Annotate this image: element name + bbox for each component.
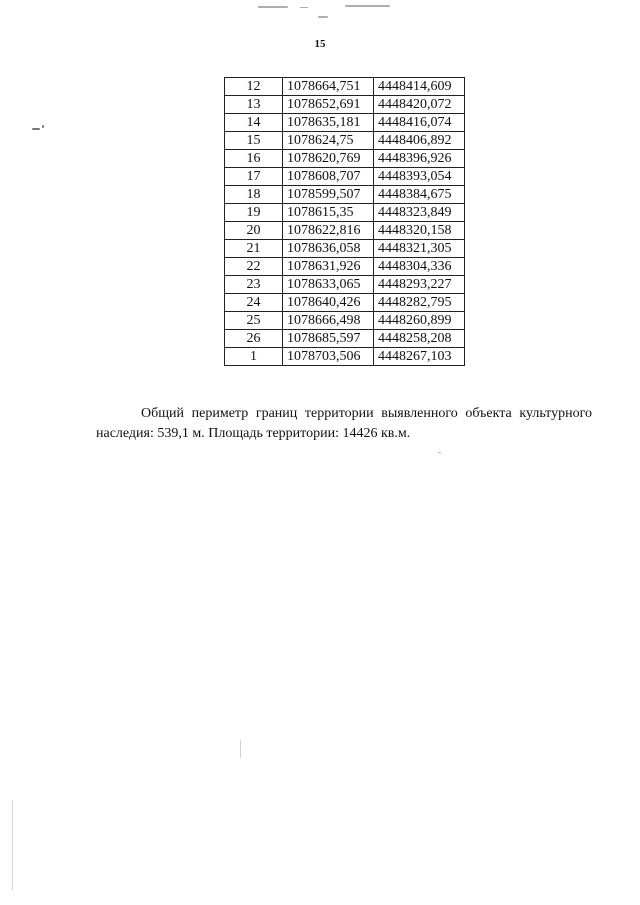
x-coordinate-cell: 1078615,35 <box>283 204 374 222</box>
x-coordinate-cell: 1078608,707 <box>283 168 374 186</box>
scan-artifact <box>240 740 241 758</box>
point-number-cell: 15 <box>225 132 283 150</box>
scan-artifact <box>438 452 441 453</box>
y-coordinate-cell: 4448258,208 <box>374 330 465 348</box>
perimeter-area-summary: Общий периметр границ территории выявленного объекта культурного наследия: 539,1 м. Площадь территории: 14426 кв.м. <box>96 406 592 441</box>
x-coordinate-cell: 1078640,426 <box>283 294 374 312</box>
scan-artifact <box>32 128 40 130</box>
point-number-cell: 20 <box>225 222 283 240</box>
point-number-cell: 18 <box>225 186 283 204</box>
x-coordinate-cell: 1078703,506 <box>283 348 374 366</box>
page-number: 15 <box>314 38 326 50</box>
table-row <box>225 330 465 348</box>
y-coordinate-cell: 4448406,892 <box>374 132 465 150</box>
y-coordinate-cell: 4448304,336 <box>374 258 465 276</box>
x-coordinate-cell: 1078633,065 <box>283 276 374 294</box>
scan-artifact <box>345 5 390 7</box>
point-number-cell: 21 <box>225 240 283 258</box>
scan-artifact <box>300 7 308 8</box>
x-coordinate-cell: 1078624,75 <box>283 132 374 150</box>
point-number-cell: 25 <box>225 312 283 330</box>
point-number-cell: 22 <box>225 258 283 276</box>
y-coordinate-cell: 4448396,926 <box>374 150 465 168</box>
x-coordinate-cell: 1078620,769 <box>283 150 374 168</box>
scan-artifact <box>12 800 13 890</box>
table-row <box>225 186 465 204</box>
table-row <box>225 96 465 114</box>
y-coordinate-cell: 4448393,054 <box>374 168 465 186</box>
point-number-cell: 23 <box>225 276 283 294</box>
point-number-cell: 1 <box>225 348 283 366</box>
point-number-cell: 12 <box>225 78 283 96</box>
x-coordinate-cell: 1078652,691 <box>283 96 374 114</box>
scan-artifact <box>318 16 328 18</box>
y-coordinate-cell: 4448414,609 <box>374 78 465 96</box>
y-coordinate-cell: 4448260,899 <box>374 312 465 330</box>
x-coordinate-cell: 1078635,181 <box>283 114 374 132</box>
y-coordinate-cell: 4448267,103 <box>374 348 465 366</box>
x-coordinate-cell: 1078631,926 <box>283 258 374 276</box>
x-coordinate-cell: 1078599,507 <box>283 186 374 204</box>
x-coordinate-cell: 1078622,816 <box>283 222 374 240</box>
x-coordinate-cell: 1078685,597 <box>283 330 374 348</box>
coordinates-table-body <box>225 78 465 366</box>
y-coordinate-cell: 4448282,795 <box>374 294 465 312</box>
point-number-cell: 14 <box>225 114 283 132</box>
x-coordinate-cell: 1078636,058 <box>283 240 374 258</box>
table-row <box>225 204 465 222</box>
table-row <box>225 132 465 150</box>
point-number-cell: 26 <box>225 330 283 348</box>
x-coordinate-cell: 1078666,498 <box>283 312 374 330</box>
point-number-cell: 16 <box>225 150 283 168</box>
coordinates-table <box>224 77 465 366</box>
y-coordinate-cell: 4448321,305 <box>374 240 465 258</box>
y-coordinate-cell: 4448384,675 <box>374 186 465 204</box>
point-number-cell: 13 <box>225 96 283 114</box>
table-row <box>225 168 465 186</box>
table-row <box>225 312 465 330</box>
table-row <box>225 276 465 294</box>
y-coordinate-cell: 4448416,074 <box>374 114 465 132</box>
scan-artifact <box>258 6 288 8</box>
y-coordinate-cell: 4448293,227 <box>374 276 465 294</box>
table-row <box>225 258 465 276</box>
x-coordinate-cell: 1078664,751 <box>283 78 374 96</box>
table-row <box>225 78 465 96</box>
y-coordinate-cell: 4448323,849 <box>374 204 465 222</box>
table-row <box>225 150 465 168</box>
point-number-cell: 19 <box>225 204 283 222</box>
y-coordinate-cell: 4448420,072 <box>374 96 465 114</box>
point-number-cell: 24 <box>225 294 283 312</box>
table-row <box>225 114 465 132</box>
point-number-cell: 17 <box>225 168 283 186</box>
y-coordinate-cell: 4448320,158 <box>374 222 465 240</box>
scan-artifact <box>42 125 44 128</box>
table-row <box>225 222 465 240</box>
table-row <box>225 294 465 312</box>
table-row <box>225 240 465 258</box>
table-row <box>225 348 465 366</box>
